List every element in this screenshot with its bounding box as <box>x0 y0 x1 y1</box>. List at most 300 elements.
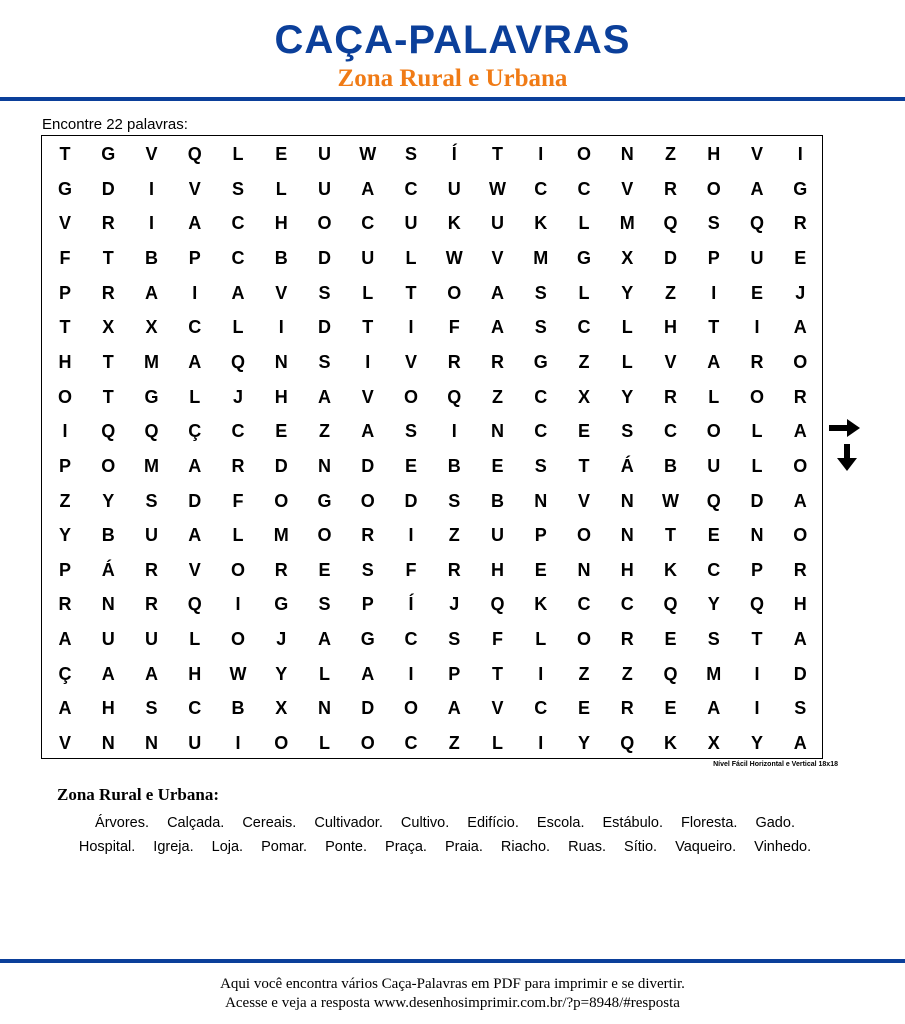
grid-cell: L <box>362 282 374 303</box>
grid-cell: S <box>145 698 158 719</box>
grid-cell: U <box>145 525 158 546</box>
word-list-item: Sítio. <box>624 838 658 855</box>
grid-cell: O <box>57 386 72 407</box>
word-list-item: Cereais. <box>242 815 297 831</box>
grid-cell: F <box>232 490 244 511</box>
grid-cell: R <box>620 698 634 719</box>
grid-cell: Q <box>187 594 202 615</box>
grid-cell: A <box>793 733 807 754</box>
grid-cell: U <box>145 629 158 650</box>
grid-cell: E <box>318 559 331 580</box>
grid-cell: O <box>749 386 764 407</box>
grid-cell: Y <box>577 733 590 754</box>
grid-cell: E <box>794 247 807 268</box>
arrow-right-icon <box>829 418 861 443</box>
grid-cell: H <box>793 594 807 615</box>
grid-cell: R <box>145 559 158 580</box>
grid-cell: S <box>448 490 461 511</box>
grid-cell: R <box>793 213 807 234</box>
grid-cell: Y <box>621 282 634 303</box>
footer-line-2: Acesse e veja a resposta www.desenhosimprimir.com.br/?p=8948/#resposta <box>225 995 680 1011</box>
grid-cell: F <box>492 629 503 650</box>
grid-cell: N <box>534 490 548 511</box>
grid-cell: O <box>274 733 289 754</box>
grid-cell: A <box>361 663 375 684</box>
grid-cell: I <box>797 144 803 164</box>
grid-cell: N <box>577 559 591 580</box>
grid-cell: M <box>144 351 159 372</box>
grid-cell: C <box>534 421 548 442</box>
grid-cell: N <box>274 351 288 372</box>
grid-cell: O <box>576 629 591 650</box>
grid-cell: O <box>576 525 591 546</box>
grid-cell: U <box>447 178 461 199</box>
grid-cell: I <box>148 213 154 234</box>
footer-line-1: Aqui você encontra vários Caça-Palavras em PDF para imprimir e se divertir. <box>220 976 685 992</box>
grid-cell: A <box>318 386 331 407</box>
grid-cell: U <box>491 213 504 234</box>
grid-cell: I <box>711 282 717 303</box>
grid-cell: I <box>408 525 414 546</box>
grid-cell: U <box>750 247 764 268</box>
grid-cell: C <box>231 213 245 234</box>
grid-cell: Y <box>750 733 763 754</box>
grid-cell: W <box>229 663 247 684</box>
grid-cell: S <box>231 178 244 199</box>
grid-cell: D <box>318 317 331 338</box>
grid-cell: A <box>188 213 202 234</box>
grid-cell: Q <box>187 144 202 164</box>
grid-cell: G <box>317 490 332 511</box>
grid-cell: O <box>403 698 418 719</box>
grid-cell: C <box>231 421 245 442</box>
grid-cell: N <box>318 455 331 476</box>
grid-cell: T <box>102 386 114 407</box>
grid-cell: N <box>620 144 634 164</box>
grid-cell: H <box>101 698 115 719</box>
grid-cell: L <box>232 525 244 546</box>
grid-cell: F <box>59 247 71 268</box>
grid-cell: I <box>408 317 414 338</box>
word-list-item: Gado. <box>755 815 795 831</box>
grid-cell: N <box>145 733 158 754</box>
grid-cell: G <box>57 178 72 199</box>
grid-cell: V <box>188 178 201 199</box>
grid-cell: V <box>404 351 417 372</box>
grid-cell: B <box>274 247 288 268</box>
grid-cell: L <box>189 629 201 650</box>
grid-cell: L <box>708 386 720 407</box>
grid-cell: O <box>403 386 418 407</box>
grid-cell: O <box>793 455 808 476</box>
grid-cell: M <box>706 663 722 684</box>
grid-cell: G <box>274 594 289 615</box>
grid-cell: X <box>145 317 158 338</box>
grid-cell: Z <box>319 421 330 442</box>
grid-cell: Q <box>144 421 159 442</box>
grid-cell: O <box>793 351 808 372</box>
grid-cell: B <box>101 525 115 546</box>
grid-cell: E <box>491 455 504 476</box>
grid-cell: K <box>447 213 461 234</box>
grid-cell: S <box>448 629 461 650</box>
grid-cell: Y <box>102 490 115 511</box>
grid-cell: C <box>231 247 245 268</box>
grid-cell: I <box>538 733 544 754</box>
grid-cell: Á <box>620 455 634 476</box>
grid-cell: T <box>405 282 417 303</box>
grid-cell: O <box>317 213 332 234</box>
top-divider <box>0 97 905 101</box>
grid-cell: V <box>750 144 763 164</box>
grid-cell: N <box>101 594 115 615</box>
grid-cell: X <box>707 733 720 754</box>
grid-cell: V <box>577 490 590 511</box>
grid-cell: C <box>620 594 634 615</box>
grid-cell: D <box>361 698 375 719</box>
word-list-item: Vaqueiro. <box>675 838 737 855</box>
grid-cell: I <box>754 698 760 719</box>
grid-cell: H <box>274 213 288 234</box>
grid-cell: M <box>273 525 289 546</box>
grid-cell: J <box>449 594 460 615</box>
grid-cell: S <box>145 490 158 511</box>
grid-cell: L <box>578 282 590 303</box>
grid-cell: R <box>447 559 461 580</box>
word-list-item: Calçada. <box>167 815 225 831</box>
grid-cell: L <box>275 178 287 199</box>
grid-cell: T <box>492 144 503 164</box>
grid-cell: P <box>448 663 461 684</box>
grid-cell: C <box>577 178 591 199</box>
word-list-item: Edifício. <box>467 815 519 831</box>
grid-cell: S <box>361 559 374 580</box>
grid-cell: A <box>793 421 807 442</box>
grid-cell: Q <box>447 386 462 407</box>
grid-cell: H <box>491 559 504 580</box>
level-note: Nível Fácil Horizontal e Vertical 18x18 <box>713 761 838 768</box>
grid-cell: C <box>404 178 418 199</box>
grid-cell: T <box>362 317 374 338</box>
grid-cell: G <box>533 351 548 372</box>
arrow-down-icon <box>836 444 858 477</box>
grid-cell: R <box>58 594 72 615</box>
grid-cell: P <box>58 282 71 303</box>
grid-cell: T <box>578 455 590 476</box>
grid-cell: Y <box>707 594 720 615</box>
grid-cell: V <box>621 178 634 199</box>
grid-cell: E <box>750 282 763 303</box>
grid-cell: V <box>58 733 71 754</box>
word-list-heading: Zona Rural e Urbana: <box>57 785 219 804</box>
grid-cell: V <box>275 282 288 303</box>
grid-cell: O <box>101 455 116 476</box>
grid-cell: C <box>188 317 202 338</box>
grid-cell: T <box>59 317 71 338</box>
grid-cell: G <box>576 247 591 268</box>
grid-cell: Z <box>59 490 71 511</box>
grid-cell: R <box>145 594 158 615</box>
grid-cell: A <box>361 421 375 442</box>
grid-cell: R <box>664 386 677 407</box>
grid-cell: A <box>188 351 202 372</box>
grid-cell: C <box>707 559 721 580</box>
grid-cell: Z <box>578 351 590 372</box>
word-list-item: Loja. <box>211 838 244 855</box>
grid-cell: A <box>447 698 461 719</box>
grid-cell: S <box>318 351 331 372</box>
word-list-item: Cultivador. <box>314 815 383 831</box>
grid-cell: K <box>534 213 548 234</box>
grid-cell: S <box>707 629 720 650</box>
grid-cell: U <box>404 213 418 234</box>
grid-cell: Y <box>275 663 288 684</box>
grid-cell: H <box>58 351 72 372</box>
grid-cell: L <box>751 421 763 442</box>
grid-cell: Q <box>230 351 245 372</box>
page-subtitle: Zona Rural e Urbana <box>337 65 568 92</box>
grid-cell: P <box>361 594 374 615</box>
grid-cell: V <box>361 386 374 407</box>
word-list-item: Pomar. <box>261 838 308 855</box>
grid-cell: Z <box>665 144 676 164</box>
grid-cell: I <box>235 733 241 754</box>
bottom-divider <box>0 959 905 963</box>
grid-cell: R <box>274 559 288 580</box>
grid-cell: N <box>620 525 634 546</box>
grid-cell: C <box>577 317 591 338</box>
grid-cell: P <box>750 559 763 580</box>
grid-cell: U <box>491 525 504 546</box>
grid-cell: R <box>231 455 245 476</box>
grid-cell: A <box>145 282 158 303</box>
grid-cell: Á <box>101 559 115 580</box>
grid-cell: V <box>664 351 677 372</box>
grid-cell: A <box>58 698 72 719</box>
grid-cell: E <box>664 629 677 650</box>
word-list-item: Igreja. <box>153 838 194 855</box>
word-list-item: Floresta. <box>681 815 738 831</box>
grid-cell: Z <box>492 386 503 407</box>
grid-cell: A <box>491 317 504 338</box>
word-list-item: Ruas. <box>568 838 607 855</box>
grid-cell: I <box>408 663 414 684</box>
grid-cell: O <box>447 282 462 303</box>
grid-cell: A <box>707 351 721 372</box>
grid-cell: O <box>360 733 375 754</box>
grid-cell: G <box>360 629 375 650</box>
grid-cell: B <box>664 455 677 476</box>
grid-cell: Q <box>663 663 678 684</box>
grid-cell: I <box>192 282 198 303</box>
grid-cell: O <box>793 525 808 546</box>
grid-cell: Z <box>621 663 633 684</box>
grid-cell: S <box>621 421 634 442</box>
grid-cell: D <box>318 247 331 268</box>
grid-cell: R <box>750 351 764 372</box>
grid-cell: A <box>318 629 331 650</box>
grid-cell: B <box>145 247 158 268</box>
grid-cell: N <box>491 421 504 442</box>
grid-cell: T <box>102 247 114 268</box>
grid-cell: S <box>534 282 547 303</box>
grid-cell: X <box>621 247 634 268</box>
grid-cell: L <box>578 213 590 234</box>
word-search-grid <box>41 135 823 759</box>
grid-cell: M <box>533 247 549 268</box>
grid-cell: G <box>144 386 159 407</box>
grid-cell: H <box>707 144 721 164</box>
grid-cell: M <box>619 213 635 234</box>
grid-cell: C <box>404 733 418 754</box>
grid-cell: X <box>102 317 115 338</box>
grid-cell: E <box>275 144 288 164</box>
grid-cell: I <box>62 421 68 442</box>
grid-cell: B <box>231 698 245 719</box>
word-list-item: Praça. <box>385 838 427 855</box>
grid-cell: Y <box>621 386 634 407</box>
grid-cell: O <box>274 490 289 511</box>
grid-cell: E <box>404 455 417 476</box>
word-list-item: Estábulo. <box>602 815 663 831</box>
grid-cell: S <box>534 455 547 476</box>
grid-cell: A <box>145 663 158 684</box>
grid-cell: S <box>707 213 720 234</box>
grid-cell: R <box>101 282 115 303</box>
grid-cell: W <box>489 178 506 199</box>
grid-cell: K <box>534 594 548 615</box>
grid-cell: J <box>276 629 287 650</box>
grid-cell: D <box>404 490 418 511</box>
grid-cell: K <box>664 733 677 754</box>
grid-cell: L <box>319 733 330 754</box>
grid-cell: C <box>534 178 548 199</box>
grid-cell: Q <box>706 490 721 511</box>
grid-cell: N <box>750 525 764 546</box>
grid-cell: V <box>58 213 71 234</box>
instruction-text: Encontre 22 palavras: <box>42 116 188 133</box>
grid-cell: A <box>361 178 375 199</box>
grid-cell: W <box>445 247 463 268</box>
grid-cell: O <box>706 421 721 442</box>
grid-cell: H <box>274 386 288 407</box>
grid-cell: X <box>275 698 288 719</box>
grid-cell: H <box>620 559 634 580</box>
grid-cell: L <box>621 351 633 372</box>
grid-cell: F <box>448 317 460 338</box>
grid-cell: N <box>101 733 115 754</box>
grid-cell: E <box>577 421 590 442</box>
grid-cell: Q <box>101 421 116 442</box>
grid-cell: Q <box>663 594 678 615</box>
grid-cell: N <box>318 698 331 719</box>
word-list <box>60 812 830 859</box>
grid-cell: J <box>232 386 243 407</box>
grid-cell: T <box>102 351 114 372</box>
grid-cell: L <box>492 733 503 754</box>
grid-cell: S <box>404 144 417 164</box>
grid-cell: D <box>101 178 115 199</box>
grid-cell: Í <box>451 144 457 164</box>
grid-cell: I <box>538 144 544 164</box>
grid-cell: L <box>232 317 244 338</box>
grid-cell: S <box>534 317 547 338</box>
grid-cell: R <box>101 213 115 234</box>
grid-cell: O <box>360 490 375 511</box>
grid-cell: A <box>188 525 202 546</box>
word-list-item: Riacho. <box>500 838 551 855</box>
grid-cell: A <box>793 490 807 511</box>
grid-cell: I <box>754 663 760 684</box>
grid-cell: S <box>318 282 331 303</box>
grid-cell: E <box>534 559 547 580</box>
grid-cell: T <box>59 144 71 164</box>
grid-cell: L <box>751 455 763 476</box>
word-list-item: Hospital. <box>78 838 136 855</box>
grid-cell: U <box>318 178 331 199</box>
grid-cell: I <box>451 421 457 442</box>
grid-cell: A <box>188 455 202 476</box>
grid-cell: V <box>188 559 201 580</box>
grid-cell: F <box>405 559 417 580</box>
grid-cell: R <box>664 178 677 199</box>
grid-cell: R <box>793 559 807 580</box>
grid-cell: L <box>405 247 417 268</box>
grid-cell: D <box>793 663 807 684</box>
grid-cell: Ç <box>58 663 72 684</box>
grid-cell: L <box>535 629 547 650</box>
grid-cell: B <box>491 490 504 511</box>
grid-cell: Ç <box>188 421 202 442</box>
grid-cell: Q <box>749 213 764 234</box>
grid-cell: D <box>361 455 375 476</box>
grid-cell: W <box>359 144 377 164</box>
grid-cell: U <box>707 455 721 476</box>
grid-cell: O <box>230 559 245 580</box>
grid-cell: J <box>795 282 806 303</box>
grid-cell: A <box>231 282 245 303</box>
grid-cell: T <box>751 629 763 650</box>
grid-cell: P <box>188 247 201 268</box>
grid-cell: P <box>534 525 547 546</box>
grid-cell: Q <box>663 213 678 234</box>
grid-cell: Q <box>490 594 505 615</box>
grid-cell: G <box>101 144 116 164</box>
grid-cell: Q <box>620 733 635 754</box>
grid-cell: R <box>793 386 807 407</box>
grid-cell: P <box>707 247 720 268</box>
grid-cell: O <box>317 525 332 546</box>
grid-cell: I <box>365 351 371 372</box>
grid-cell: L <box>621 317 633 338</box>
grid-cell: U <box>188 733 202 754</box>
grid-cell: C <box>188 698 202 719</box>
word-list-item: Árvores. <box>95 815 150 831</box>
grid-cell: E <box>275 421 288 442</box>
grid-cell: O <box>576 144 591 164</box>
grid-cell: S <box>318 594 331 615</box>
grid-cell: I <box>235 594 241 615</box>
grid-cell: H <box>664 317 677 338</box>
grid-cell: V <box>145 144 158 164</box>
grid-cell: D <box>664 247 677 268</box>
grid-cell: S <box>794 698 807 719</box>
grid-cell: L <box>319 663 330 684</box>
grid-cell: C <box>664 421 677 442</box>
grid-cell: R <box>361 525 375 546</box>
grid-cell: C <box>404 629 418 650</box>
grid-cell: E <box>707 525 720 546</box>
